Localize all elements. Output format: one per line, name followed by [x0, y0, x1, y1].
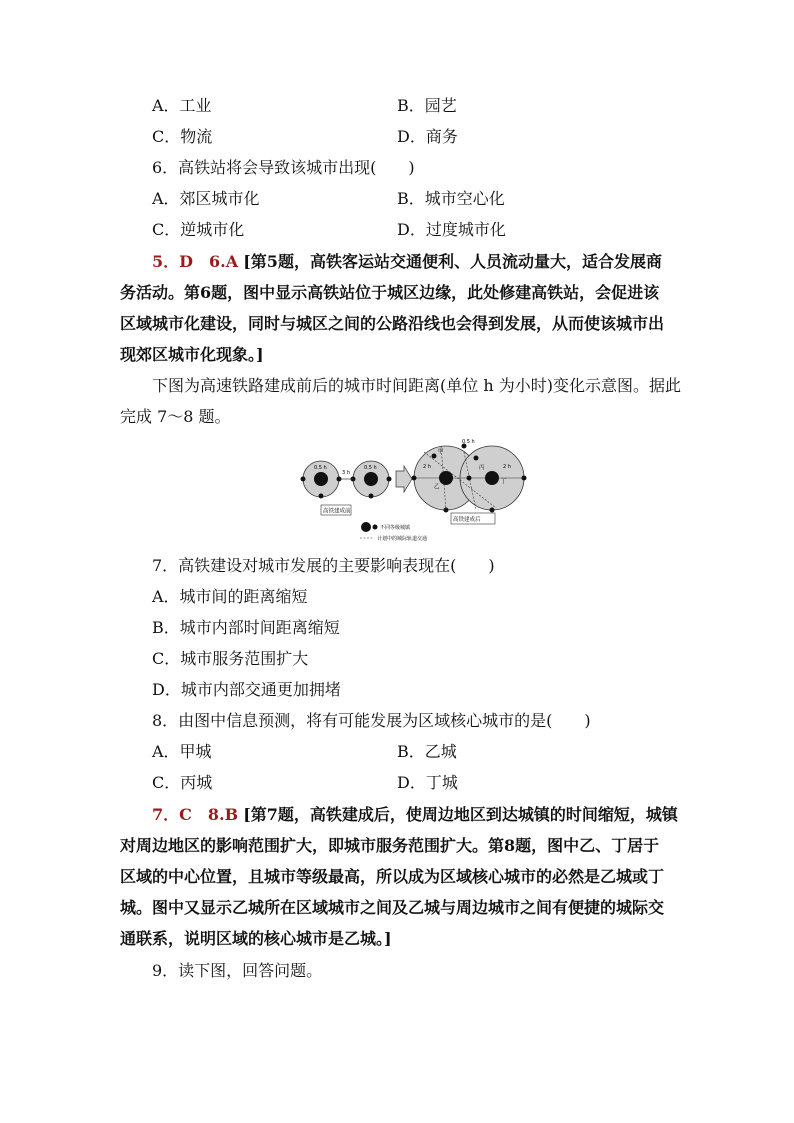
- legend-city-label: 不同等级城镇: [380, 525, 411, 531]
- answer-78-line5: 通联系，说明区域的核心城市是乙城。]: [120, 929, 392, 948]
- arrow-icon: [396, 466, 412, 492]
- answer-78-line2: 对周边地区的影响范围扩大，即城市服务范围扩大。第8题，图中乙、丁居于: [120, 836, 660, 855]
- label-bing: 丙: [479, 465, 485, 471]
- time-distance-diagram: [296, 438, 536, 548]
- answer-56-line1: [152, 252, 662, 272]
- label-after: 高铁建成后: [453, 517, 481, 523]
- label-ding: 丁: [501, 479, 507, 485]
- q5-option-d: D．商务: [397, 127, 458, 146]
- q7-option-a: A．城市间的距离缩短: [152, 587, 308, 606]
- answer-56-line2: 务活动。第6题，图中显示高铁站位于城区边缘，此处修建高铁站，会促进该: [120, 283, 660, 302]
- label-3h: 3 h: [342, 470, 350, 476]
- label-yi: 乙: [434, 484, 440, 490]
- intro-78-line1: 下图为高速铁路建成前后的城市时间距离(单位 h 为小时)变化示意图。据此: [152, 376, 681, 395]
- label-2h-2: 2 h: [503, 464, 511, 470]
- q6-option-c: C．逆城市化: [152, 220, 245, 239]
- label-half-2: 0.5 h: [364, 465, 377, 471]
- before-city-right: [364, 472, 378, 486]
- q8-option-b: B．乙城: [397, 742, 457, 761]
- answer-key-78: 7．C 8.B: [152, 805, 239, 824]
- answer-78-line4: 城。图中又显示乙城所在区域城市之间及乙城与周边城市之间有便捷的城际交: [120, 898, 665, 917]
- legend-rail-label: 计划中的城际轨道交通: [377, 536, 428, 542]
- answer-78-line1: [152, 805, 678, 825]
- q5-option-c: C．物流: [152, 127, 213, 146]
- q7-option-d: D．城市内部交通更加拥堵: [152, 680, 341, 699]
- answer-56-text1: [第5题，高铁客运站交通便利、人员流动量大，适合发展商: [243, 252, 662, 271]
- q9-stem: 9．读下图，回答问题。: [152, 961, 323, 980]
- before-city-left: [314, 472, 328, 486]
- q5-option-a: A．工业: [152, 96, 212, 115]
- answer-key-56: 5．D 6.A: [152, 252, 239, 271]
- label-half-3: 0.5 h: [462, 439, 475, 445]
- q8-option-d: D．丁城: [397, 773, 458, 792]
- q7-option-c: C．城市服务范围扩大: [152, 649, 309, 668]
- answer-78-text1: [第7题，高铁建成后，使周边地区到达城镇的时间缩短，城镇: [243, 805, 678, 824]
- intro-78-line2: 完成 7～8 题。: [120, 407, 231, 426]
- q6-option-d: D．过度城市化: [397, 220, 506, 239]
- q7-stem: 7．高铁建设对城市发展的主要影响表现在( ): [152, 556, 495, 575]
- answer-78-line3: 区域的中心位置，且城市等级最高，所以成为区域核心城市的必然是乙城或丁: [120, 867, 665, 886]
- after-city-yi: [439, 471, 453, 485]
- q8-option-a: A．甲城: [152, 742, 212, 761]
- q6-option-a: A．郊区城市化: [152, 189, 260, 208]
- legend-city-small: [373, 525, 378, 530]
- q5-option-b: B．园艺: [397, 96, 457, 115]
- after-city-ding: [485, 471, 499, 485]
- label-before: 高铁建成前: [323, 508, 351, 515]
- label-half-1: 0.5 h: [314, 465, 327, 471]
- diagram-svg: [296, 438, 536, 548]
- label-jia: 甲: [438, 449, 444, 455]
- answer-56-line3: 区域城市化建设，同时与城区之间的公路沿线也会得到发展，从而使该城市出: [120, 314, 665, 333]
- q8-option-c: C．丙城: [152, 773, 213, 792]
- q7-option-b: B．城市内部时间距离缩短: [152, 618, 340, 637]
- q6-stem: 6．高铁站将会导致该城市出现( ): [152, 158, 415, 177]
- q6-option-b: B．城市空心化: [397, 189, 505, 208]
- q8-stem: 8．由图中信息预测，将有可能发展为区域核心城市的是( ): [152, 711, 591, 730]
- legend-city-large: [361, 522, 371, 532]
- answer-56-line4: 现郊区城市化现象。]: [120, 345, 264, 364]
- label-2h-1: 2 h: [423, 464, 431, 470]
